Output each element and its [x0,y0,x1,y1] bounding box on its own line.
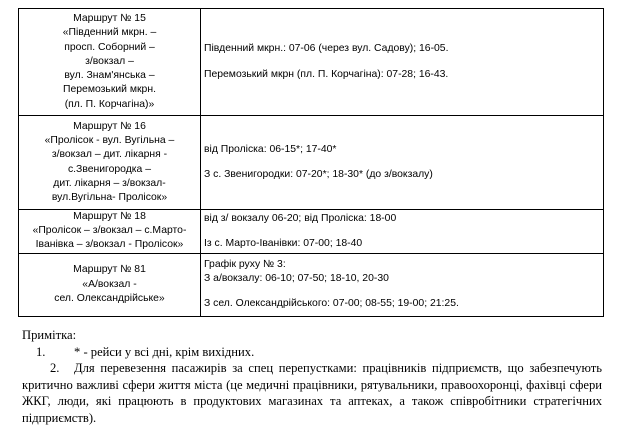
route-name-line: «А/вокзал - [82,278,137,290]
route-row-15 [19,9,604,116]
route-name-line: с.Звенигородка – [67,163,152,175]
schedule-line: від Проліска: 06-15*; 17-40* [204,143,337,155]
route-name-line: Перемозький мкрн. [63,84,156,96]
route-name-line: (пл. П. Корчагіна)» [64,98,155,110]
route-name-line: «Пролісок - вул. Вугільна – [44,135,175,147]
note-title: Примітка: [22,328,77,342]
schedule-line: З а/вокзалу: 06-10; 07-50; 18-10, 20-30 [204,273,389,284]
route-name-line: Маршрут № 81 [73,264,146,276]
route-schedule-cell [201,210,604,254]
route-name-line: вул.Вугільна- Пролісок» [51,191,168,203]
route-name-line: з/вокзал – [85,55,134,67]
route-name-line: «Південний мкрн. – [62,27,157,39]
route-name-line: Маршрут № 16 [73,120,146,132]
schedule-spacer [204,57,600,68]
note-item-text: * - рейси у всі дні, крім вихідних. [74,344,255,359]
route-name-cell [19,9,201,116]
route-name-line: сел. Олександрійське» [54,292,165,304]
schedule-spacer [204,157,600,168]
note-item-number: 1. [36,344,46,359]
route-name-line: Іванівка – з/вокзал - Пролісок» [35,239,184,251]
route-name-line: вул. Знам'янська – [64,70,155,82]
note-item-1 [22,344,602,361]
route-name-line: «Пролісок – з/вокзал – с.Марто- [32,225,187,237]
schedule-line: Перемозький мкрн (пл. П. Корчагіна): 07-28; 16-43. [204,68,449,80]
route-row-18 [19,210,604,254]
route-name-line: Маршрут № 18 [73,211,146,222]
route-row-16 [19,116,604,210]
route-schedule-cell [201,9,604,116]
route-row-81 [19,253,604,316]
note-section [22,327,602,426]
schedule-line: від з/ вокзалу 06-20; від Проліска: 18-00 [204,212,397,224]
schedule-spacer [204,286,600,297]
route-name-line: просп. Соборний – [64,41,155,53]
routes-table [18,8,604,317]
route-name-line: дит. лікарня – з/вокзал- [53,177,166,189]
note-item-2 [22,360,602,426]
route-schedule-cell [201,116,604,210]
route-name-cell [19,210,201,254]
schedule-line: Південний мкрн.: 07-06 (через вул. Садову); 16-05. [204,43,449,55]
schedule-line: Із с. Марто-Іванівки: 07-00; 18-40 [204,237,363,249]
route-name-line: з/вокзал – дит. лікарня - [51,149,168,161]
route-schedule-cell [201,253,604,316]
note-item-number: 2. [50,361,60,375]
schedule-line: З с. Звенигородки: 07-20*; 18-30* (до з/вокзалу) [204,169,433,180]
schedule-line: Графік руху № 3: [204,258,286,270]
schedule-spacer [204,226,600,237]
route-name-cell [19,253,201,316]
note-item-text: Для перевезення пасажирів за спец перепустками: працівників підприємств, що забезпечують критично важливі сфери життя міста (це медичні працівники, рятувальники, правоохоронці, фахівці сфери ЖКГ, люди, які працюють в продуктових магазинах та аптеках, а також співробітники стратегічних підприємств). [22,361,602,425]
schedule-line: З сел. Олександрійського: 07-00; 08-55; 19-00; 21:25. [204,298,459,310]
route-name-line: Маршрут № 15 [73,13,146,25]
route-name-cell [19,116,201,210]
